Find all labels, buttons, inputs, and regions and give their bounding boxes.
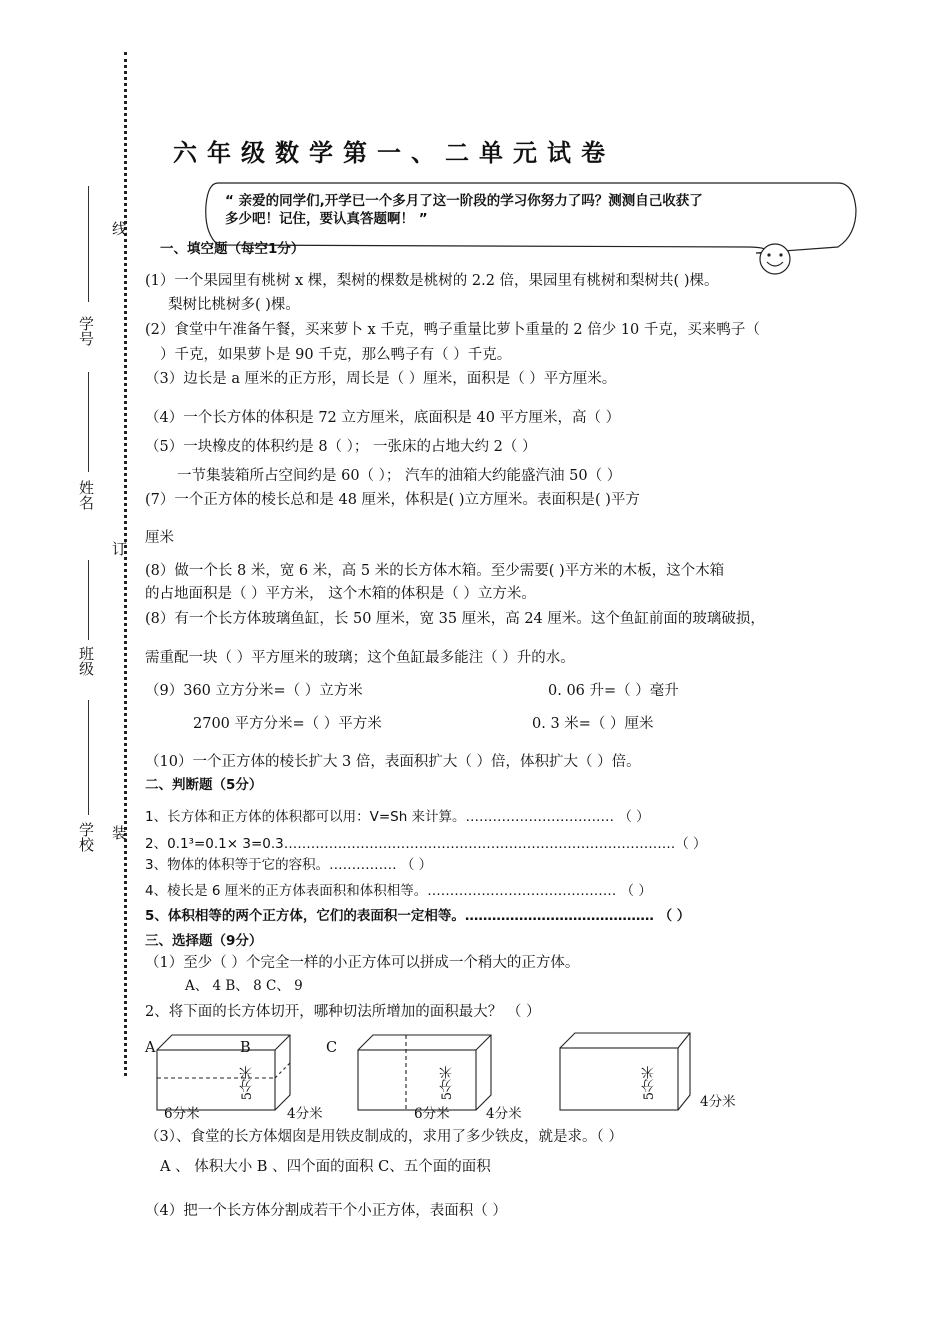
- q9-item1: （9）360 立方分米=（ ）立方米: [145, 683, 363, 699]
- q5-line2: 一节集装箱所占空间约是 60（ ）； 汽车的油箱大约能盛汽油 50（ ）: [177, 468, 622, 484]
- q8b-line2: 需重配一块（ ）平方厘米的玻璃；这个鱼缸最多能注（ ）升的水。: [145, 650, 575, 666]
- q9-item3: 2700 平方分米=（ ）平方米: [193, 716, 382, 732]
- box-b-back: [358, 1035, 491, 1110]
- binding-dotted-line: [124, 52, 127, 1076]
- choice-3-options: A 、 体积大小 B 、四个面的面积 C、五个面的面积: [160, 1159, 491, 1175]
- q9-item4: 0. 3 米=（ ）厘米: [532, 716, 654, 732]
- box-c-height: 5分米: [642, 1066, 657, 1101]
- figure-label-a: A: [145, 1040, 156, 1056]
- choice-2: 2、将下面的长方体切开，哪种切法所增加的面积最大？ （ ）: [145, 1004, 541, 1020]
- page-title: 六年级数学第一、二单元试卷: [173, 139, 615, 167]
- box-b-length: 6分米: [414, 1106, 450, 1122]
- q9-item2: 0. 06 升=（ ）毫升: [548, 683, 679, 699]
- school-rule: [88, 700, 89, 815]
- q8a-line2: 的占地面积是（ ）平方米， 这个木箱的体积是（ ）立方米。: [145, 586, 536, 602]
- box-b-front: [358, 1050, 476, 1110]
- box-b-height: 5分米: [440, 1066, 455, 1101]
- section2-heading: 二、判断题（5分）: [145, 777, 263, 793]
- box-c-back: [560, 1033, 690, 1110]
- q1-line2: 梨树比桃树多( )棵。: [168, 297, 300, 313]
- q1-line1: (1）一个果园里有桃树 x 棵，梨树的棵数是桃树的 2.2 倍，果园里有桃树和梨树共( )棵。: [145, 273, 719, 289]
- figure-label-b: B: [240, 1040, 251, 1056]
- box-a-length: 6分米: [164, 1106, 200, 1122]
- class-rule: [88, 560, 89, 640]
- box-c-width: 4分米: [700, 1094, 736, 1110]
- box-b-width: 4分米: [486, 1106, 522, 1122]
- q8a-line1: (8）做一个长 8 米，宽 6 米，高 5 米的长方体木箱。至少需要( )平方米的木板，这个木箱: [145, 563, 725, 579]
- class-label: 班级: [77, 646, 95, 676]
- name-label: 姓名: [77, 480, 95, 510]
- student-id-label: 学号: [77, 316, 95, 346]
- smiley-icon: [757, 242, 793, 278]
- judge-3: 3、物体的体积等于它的容积。…………… （ ）: [145, 857, 433, 873]
- q5-line1: （5）一块橡皮的体积约是 8（ ）； 一张床的占地大约 2（ ）: [145, 439, 537, 455]
- student-id-rule: [88, 186, 89, 302]
- judge-2: 2、0.1³=0.1× 3=0.3……………………………………………………………………………（ ）: [145, 836, 707, 852]
- cut-mark-bind: 订: [112, 540, 128, 558]
- q10-line: （10）一个正方体的棱长扩大 3 倍，表面积扩大（ ）倍，体积扩大（ ）倍。: [145, 754, 641, 770]
- q4-line: （4）一个长方体的体积是 72 立方厘米，底面积是 40 平方厘米，高（ ）: [145, 410, 621, 426]
- choice-3: （3）、食堂的长方体烟囱是用铁皮制成的，求用了多少铁皮，就是求。（ ）: [145, 1129, 623, 1145]
- figure-label-c: C: [326, 1040, 338, 1056]
- cut-mark-line: 线: [112, 220, 128, 238]
- intro-line-2: 多少吧！记住，要认真答题啊！ ”: [225, 211, 428, 227]
- box-a-back: [157, 1035, 290, 1110]
- q7-line1: (7）一个正方体的棱长总和是 48 厘米，体积是( )立方厘米。表面积是( )平方: [145, 492, 640, 508]
- judge-1: 1、长方体和正方体的体积都可以用：V=Sh 来计算。…………………………… （ ）: [145, 809, 650, 825]
- q7-line2: 厘米: [145, 530, 174, 546]
- box-a-width: 4分米: [287, 1106, 323, 1122]
- choice-1: （1）至少（ ）个完全一样的小正方体可以拼成一个稍大的正方体。: [145, 955, 580, 971]
- section1-heading: 一、填空题（每空1分）: [160, 241, 305, 257]
- box-c-front: [560, 1048, 678, 1110]
- school-label: 学校: [77, 822, 95, 852]
- q8b-line1: (8）有一个长方体玻璃鱼缸，长 50 厘米，宽 35 厘米，高 24 厘米。这个鱼缸前面的玻璃破损，: [145, 611, 765, 627]
- choice-1-options: A、 4 B、 8 C、 9: [185, 978, 303, 994]
- name-rule: [88, 372, 89, 472]
- judge-5: 5、体积相等的两个正方体，它们的表面积一定相等。…………………………………… （ ）: [145, 908, 691, 924]
- box-a-height: 5分米: [240, 1066, 255, 1101]
- q3-line: （3）边长是 a 厘米的正方形，周长是（ ）厘米，面积是（ ）平方厘米。: [145, 371, 617, 387]
- q2-line2: ）千克，如果萝卜是 90 千克，那么鸭子有（ ）千克。: [160, 347, 512, 363]
- section3-heading: 三、选择题（9分）: [145, 933, 263, 949]
- intro-line-1: “ 亲爱的同学们,开学已一个多月了这一阶段的学习你努力了吗？测测自己收获了: [225, 193, 703, 209]
- judge-4: 4、棱长是 6 厘米的正方体表面积和体积相等。…………………………………… （ ）: [145, 883, 652, 899]
- choice-4: （4）把一个长方体分割成若干个小正方体，表面积（ ）: [145, 1203, 507, 1219]
- cut-mark-staple: 装: [112, 824, 128, 842]
- q2-line1: (2）食堂中午准备午餐，买来萝卜 x 千克，鸭子重量比萝卜重量的 2 倍少 10 千克，买来鸭子（: [145, 322, 760, 338]
